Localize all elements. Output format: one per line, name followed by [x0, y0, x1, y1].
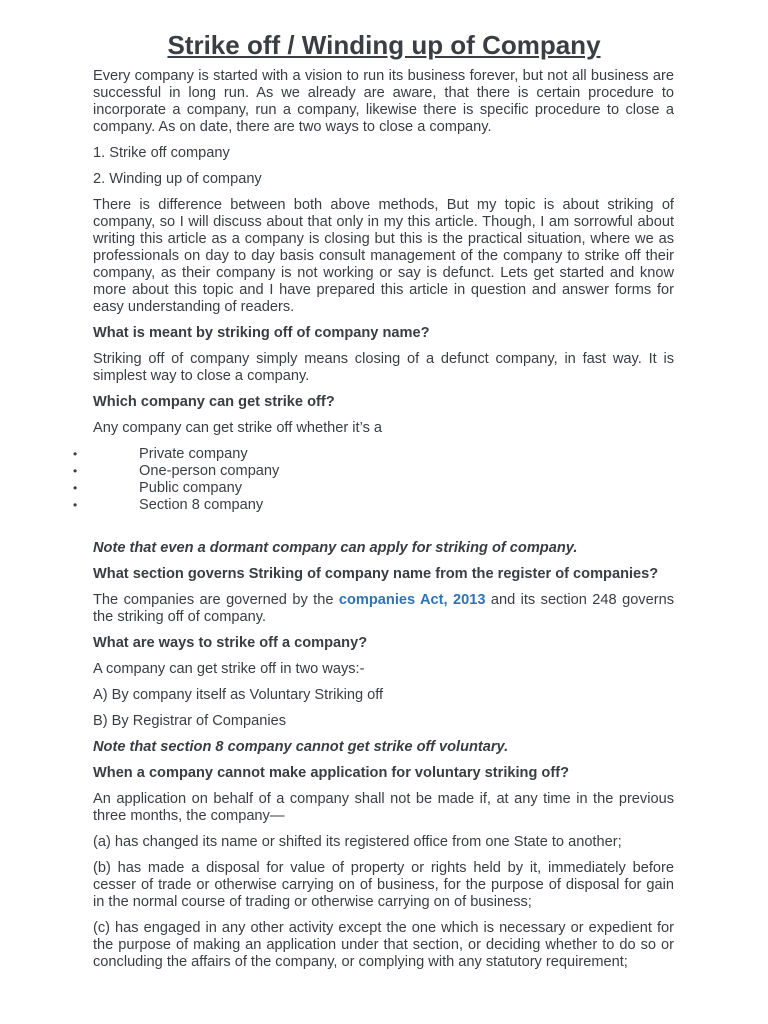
note-paragraph: Note that even a dormant company can apply for striking of company.	[93, 540, 578, 556]
condition-item: (c) has engaged in any other activity except the one which is necessary or expedient for the purpose of making an application under that section, or deciding whether to do so or concluding the affairs of the company, or complying with any statutory requirement;	[93, 920, 674, 970]
list-item: • Private company	[73, 446, 674, 463]
option-item: B) By Registrar of Companies	[93, 713, 287, 729]
intro-paragraph: Every company is started with a vision to run its business forever, but not all business are successful in long run. As we already are aware, that there is certain procedure to incorporate a company, run a company, likewise there is specific procedure to close a company. As on date, there are two ways to close a company.	[93, 68, 674, 135]
question-heading: What are ways to strike off a company?	[93, 635, 368, 651]
answer-paragraph	[93, 592, 674, 626]
way-item: 2. Winding up of company	[93, 171, 262, 187]
condition-item: (b) has made a disposal for value of property or rights held by it, immediately before cesser of trade or otherwise carrying on of business, for the purpose of disposal for gain in the normal course of trading or otherwise carrying on of business;	[93, 860, 674, 910]
article-body	[93, 68, 674, 971]
companies-act-link[interactable]: companies Act, 2013	[338, 592, 486, 608]
list-item: • Section 8 company	[73, 497, 674, 514]
list-item: • One-person company	[73, 463, 674, 480]
answer-text: The companies are governed by the	[93, 592, 339, 608]
question-heading: What section governs Striking of company name from the register of companies?	[93, 566, 659, 582]
question-heading: When a company cannot make application for voluntary striking off?	[93, 765, 569, 781]
spacer	[93, 523, 674, 540]
question-heading: Which company can get strike off?	[93, 394, 335, 410]
answer-paragraph: Striking off of company simply means closing of a defunct company, in fast way. It is simplest way to close a company.	[93, 351, 674, 384]
answer-paragraph: Any company can get strike off whether it’s a	[93, 420, 383, 436]
condition-item: (a) has changed its name or shifted its registered office from one State to another;	[93, 834, 622, 850]
page-title: Strike off / Winding up of Company	[167, 30, 601, 60]
difference-paragraph: There is difference between both above methods, But my topic is about striking of company, so I will discuss about that only in my this article. Though, I am sorrowful about writing this article as a company is closing but this is the practical situation, where we as professionals on day to day basis consult management of the company to strike off their company, as their company is not working or say is defunct. Lets get started and know more about this topic and I have prepared this article in question and answer forms for easy understanding of readers.	[93, 197, 674, 315]
answer-paragraph: A company can get strike off in two ways:-	[93, 661, 365, 677]
option-item: A) By company itself as Voluntary Striking off	[93, 687, 384, 703]
list-item: • Public company	[73, 480, 674, 497]
note-paragraph: Note that section 8 company cannot get strike off voluntary.	[93, 739, 509, 755]
way-item: 1. Strike off company	[93, 145, 230, 161]
answer-text: and its section 248 governs the striking off of company.	[93, 592, 674, 625]
question-heading: What is meant by striking off of company name?	[93, 325, 430, 341]
answer-paragraph: An application on behalf of a company shall not be made if, at any time in the previous three months, the company—	[93, 791, 674, 824]
company-types-list	[73, 446, 674, 514]
